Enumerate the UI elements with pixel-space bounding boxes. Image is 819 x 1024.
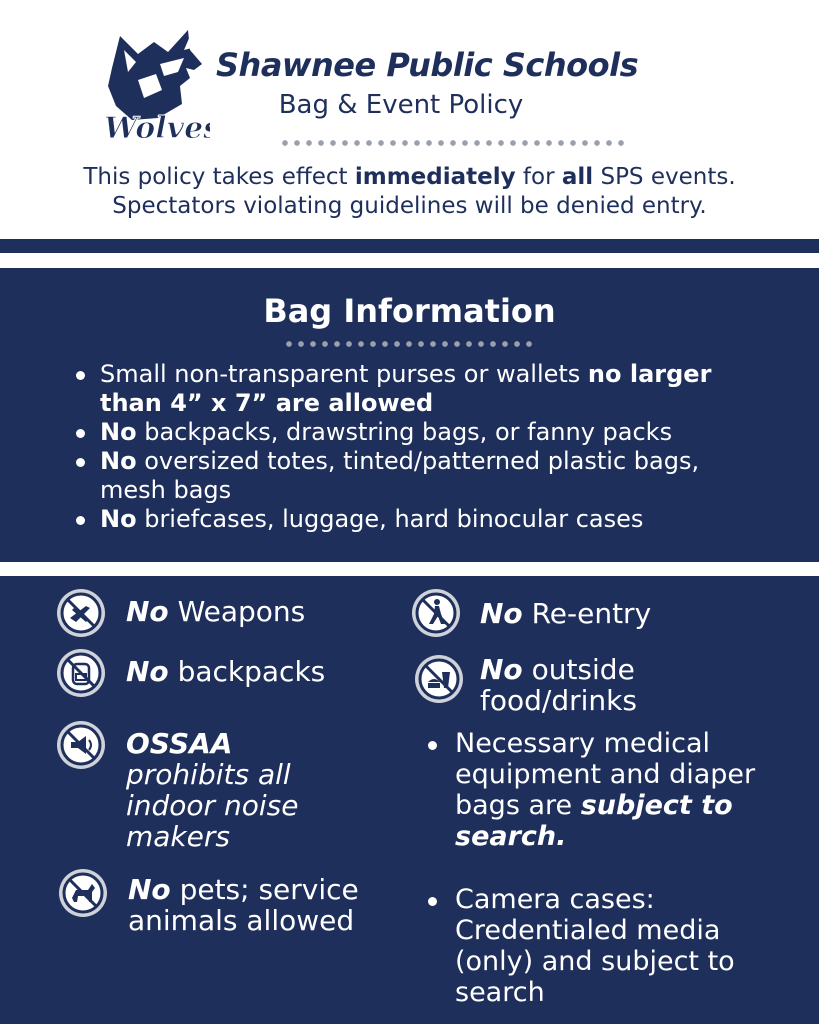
rule-text: prohibits all indoor noise makers: [126, 758, 299, 853]
no-noisemaker-icon: [56, 720, 106, 770]
dotted-divider: [279, 139, 627, 147]
rule-noise: [126, 728, 356, 852]
bag-info-list: [70, 360, 770, 534]
page-subtitle: [216, 90, 736, 120]
subtitle-text: Bag & Event Policy: [278, 90, 524, 120]
list-item: [70, 360, 770, 418]
rule-bold: No: [480, 653, 523, 686]
note-medical: [455, 728, 785, 852]
no-weapons-icon: [56, 588, 106, 638]
item-plain: backpacks, drawstring bags, or fanny packs: [136, 418, 673, 446]
wolves-logo: [98, 28, 210, 146]
rule-text: outside food/drinks: [480, 653, 637, 717]
note-bold: subject to search.: [455, 790, 733, 852]
no-food-icon: [414, 654, 464, 704]
rule-text: backpacks: [168, 655, 326, 688]
rule-reentry: [480, 598, 651, 629]
intro-emphasis: immediately: [354, 164, 516, 190]
intro-seg: for: [515, 164, 562, 190]
rule-weapons: [126, 596, 305, 627]
item-bold: No: [100, 505, 137, 533]
dotted-divider: [283, 340, 535, 348]
note-camera: Camera cases: Credentialed media (only) and subject to search: [455, 884, 775, 1008]
rule-text: Re-entry: [522, 597, 652, 630]
list-item: [70, 447, 770, 505]
intro-seg: SPS events.: [593, 164, 736, 190]
rule-bold: No: [126, 595, 169, 628]
bag-info-title: Bag Information: [263, 292, 556, 330]
list-item: [70, 418, 770, 447]
rule-bold: No: [126, 655, 169, 688]
intro-emphasis: all: [561, 164, 594, 190]
item-bold: No: [100, 418, 137, 446]
list-item: [70, 505, 770, 534]
intro-text: [0, 163, 819, 221]
intro-seg: This policy takes effect: [83, 164, 355, 190]
page-title: Shawnee Public Schools: [216, 46, 639, 84]
header: [0, 0, 819, 240]
logo-text: Wolves: [104, 111, 210, 146]
no-pets-icon: [58, 868, 108, 918]
rule-food: [480, 654, 680, 716]
note-plain: Necessary medical equipment and diaper bags are: [455, 728, 756, 821]
rule-bold: OSSAA: [126, 727, 233, 760]
divider-band: [0, 239, 819, 253]
rule-bold: No: [128, 873, 171, 906]
item-plain: briefcases, luggage, hard binocular cases: [136, 505, 644, 533]
rule-text: pets; service animals allowed: [128, 873, 359, 937]
intro-line-2: Spectators violating guidelines will be denied entry.: [112, 193, 707, 219]
no-backpack-icon: [56, 648, 106, 698]
item-bold: no larger than 4” x 7” are allowed: [100, 360, 712, 417]
rule-bold: No: [480, 597, 523, 630]
no-reentry-icon: [411, 588, 461, 638]
item-plain: Small non-transparent purses or wallets: [100, 360, 588, 388]
item-bold: No: [100, 447, 137, 475]
rule-backpacks: [126, 656, 325, 687]
intro-line-1: [0, 163, 819, 192]
rule-text: Weapons: [168, 595, 306, 628]
rule-pets: [128, 874, 388, 936]
item-plain: oversized totes, tinted/patterned plastic bags, mesh bags: [100, 447, 700, 504]
